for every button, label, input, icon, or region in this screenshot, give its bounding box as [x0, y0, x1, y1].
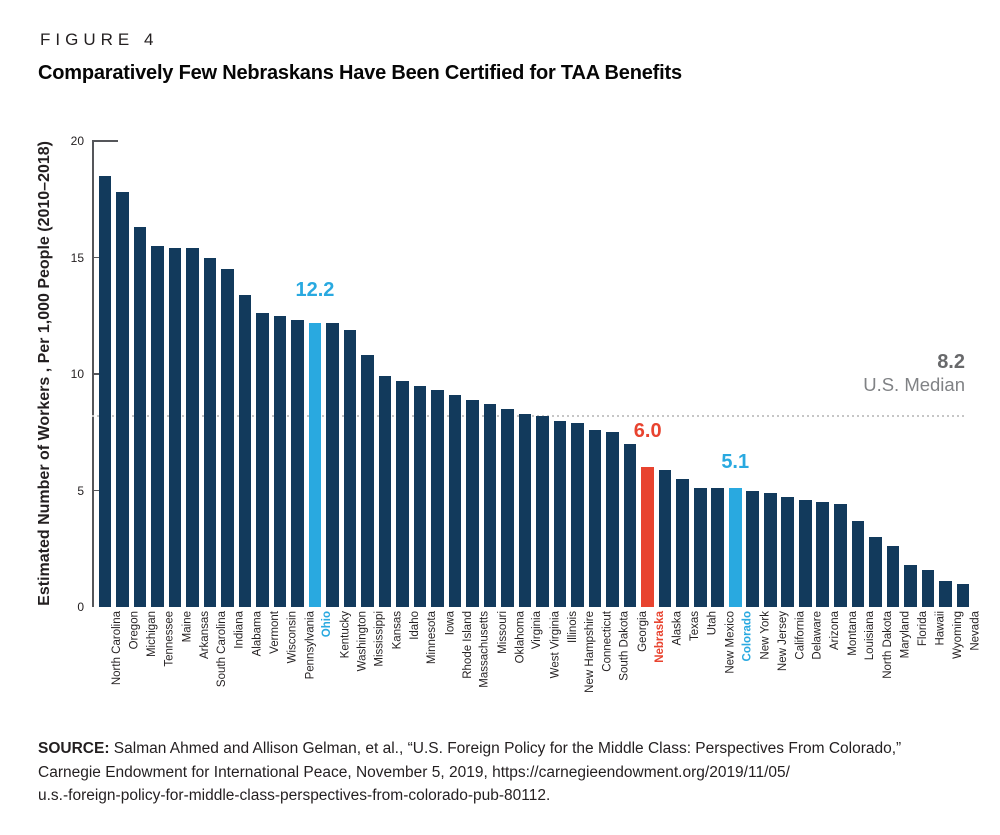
bar-chart: Estimated Number of Workers , Per 1,000 People (2010–2018) 8.2 U.S. Median 0 5 10 15 20 North Carolina Oregon Michigan Tennessee Maine Arkansas South Carolina Indiana Alabama Vermont Wisconsin Pennsylvania Ohio Kentucky Washington Mississippi Kansas Idaho Minnesota Iowa Rhode Island Massachusetts Missouri Oklahoma Virginia West Virginia Illinois New Hampshire Connecticut South Dakota Georgia Nebraska Alaska Texas Utah New Mexico Colorado New York New Jersey California Delaware Arizona Montana Louisiana North Dakota Maryland Florida Hawaii Wyoming Nevada 12.2 6.0 5.1: [36, 134, 982, 693]
bar-washington: [344, 330, 357, 607]
x-label-text: Arizona: [829, 611, 842, 650]
bar-ohio: [309, 323, 322, 607]
bar-texas: [676, 479, 689, 607]
x-label-text: Nevada: [969, 611, 982, 651]
x-label-text: North Carolina: [111, 611, 124, 686]
bar-illinois: [554, 421, 567, 607]
bar-idaho: [396, 381, 409, 607]
x-label-text: Missouri: [496, 611, 509, 654]
value-label-ohio: 12.2: [295, 278, 335, 301]
bar-wisconsin: [274, 316, 287, 607]
bar-oklahoma: [501, 409, 514, 607]
bar-alabama: [239, 295, 252, 607]
x-label-text: New Jersey: [776, 611, 789, 672]
y-tick-label-20: 20: [70, 134, 84, 148]
bar-kentucky: [326, 323, 339, 607]
bar-michigan: [134, 227, 147, 607]
bar-alaska: [659, 470, 672, 607]
bar-kansas: [379, 376, 392, 607]
x-label-text: North Dakota: [881, 611, 894, 679]
bar-north-dakota: [869, 537, 882, 607]
x-label-text: Alaska: [671, 611, 684, 646]
bar-indiana: [221, 269, 234, 607]
bar-arizona: [816, 502, 829, 607]
bar-new-hampshire: [571, 423, 584, 607]
bar-new-york: [746, 491, 759, 608]
x-label-text: Montana: [846, 611, 859, 656]
x-label-text: Wisconsin: [286, 611, 299, 664]
x-label-text: Connecticut: [601, 611, 614, 672]
source-label: SOURCE:: [38, 740, 110, 757]
x-label-text: Alabama: [251, 611, 264, 657]
y-tick-20: [92, 140, 118, 142]
x-label-text: Rhode Island: [461, 611, 474, 679]
y-tick-label-10: 10: [70, 367, 84, 381]
source-line-3: u.s.-foreign-policy-for-middle-class-perspectives-from-colorado-pub-80112.: [38, 787, 551, 804]
median-value: 8.2: [937, 351, 965, 373]
x-label-text: Virginia: [531, 611, 544, 650]
x-label-text: California: [794, 611, 807, 660]
x-label-text: Ohio: [321, 611, 334, 638]
bar-colorado: [729, 488, 742, 607]
bar-florida: [904, 565, 917, 607]
x-label-text: Iowa: [444, 611, 457, 636]
bar-nebraska: [641, 467, 654, 607]
x-label-text: Minnesota: [426, 611, 439, 665]
value-label-colorado: 5.1: [721, 451, 750, 474]
x-label-text: Illinois: [566, 611, 579, 643]
bar-virginia: [519, 414, 532, 607]
bar-louisiana: [852, 521, 865, 607]
x-label-text: New York: [759, 611, 772, 660]
bar-georgia: [624, 444, 637, 607]
x-label-text: Oklahoma: [514, 611, 527, 664]
x-label-text: Utah: [706, 611, 719, 636]
bar-delaware: [799, 500, 812, 607]
bar-connecticut: [589, 430, 602, 607]
bar-mississippi: [361, 355, 374, 607]
bar-pennsylvania: [291, 320, 304, 607]
x-label-text: Colorado: [741, 611, 754, 662]
bar-massachusetts: [466, 400, 479, 607]
bar-nevada: [957, 584, 970, 607]
x-label-text: Maryland: [899, 611, 912, 659]
median-annotation: [863, 351, 965, 396]
bar-maryland: [887, 546, 900, 607]
bar-tennessee: [151, 246, 164, 607]
x-label-text: Mississippi: [373, 611, 386, 667]
median-label: U.S. Median: [863, 374, 965, 395]
x-label-text: Delaware: [811, 611, 824, 660]
source-line-1: Salman Ahmed and Allison Gelman, et al., “U.S. Foreign Policy for the Middle Class: Perspectives From Colorado,”: [113, 740, 902, 757]
x-label-text: Idaho: [409, 611, 421, 640]
x-label-text: Kentucky: [338, 611, 351, 659]
bar-minnesota: [414, 386, 427, 607]
x-label-text: South Carolina: [216, 611, 229, 688]
x-label-text: Tennessee: [163, 611, 176, 667]
x-label-text: Hawaii: [934, 611, 947, 646]
x-label-text: Wyoming: [951, 611, 964, 659]
bar-iowa: [431, 390, 444, 607]
x-label-text: Washington: [356, 611, 369, 672]
x-label-text: New Hampshire: [584, 611, 597, 693]
bar-maine: [169, 248, 182, 607]
value-label-nebraska: 6.0: [633, 420, 662, 443]
x-label-text: Arkansas: [198, 611, 211, 659]
x-label-text: New Mexico: [724, 611, 737, 674]
source-line-2: Carnegie Endowment for International Peace, November 5, 2019, https://carnegieendowment.org/2019/11/05/: [38, 763, 790, 781]
bar-california: [781, 497, 794, 607]
x-label-text: Maine: [181, 611, 194, 643]
x-label-text: Texas: [689, 611, 702, 642]
bar-new-mexico: [711, 488, 724, 607]
bar-hawaii: [922, 570, 935, 607]
bar-new-jersey: [764, 493, 777, 607]
bar-utah: [694, 488, 707, 607]
x-label-text: Vermont: [268, 611, 281, 654]
x-label-text: Massachusetts: [479, 611, 492, 688]
bar-arkansas: [186, 248, 199, 607]
x-label-text: Georgia: [636, 611, 649, 652]
bar-montana: [834, 504, 847, 607]
source-note: [38, 737, 973, 808]
y-tick-label-0: 0: [77, 600, 84, 614]
y-tick-label-5: 5: [77, 483, 84, 498]
x-label-text: Michigan: [146, 611, 159, 658]
y-tick-label-15: 15: [70, 250, 84, 265]
bar-north-carolina: [99, 176, 112, 607]
x-label-text: Kansas: [391, 611, 404, 650]
x-label-text: Indiana: [233, 611, 246, 649]
x-label-text: Louisiana: [864, 611, 877, 661]
bar-oregon: [116, 192, 129, 607]
figure-label: FIGURE 4: [40, 30, 159, 49]
bar-vermont: [256, 313, 269, 607]
bar-south-dakota: [606, 432, 619, 607]
bar-missouri: [484, 404, 497, 607]
bar-west-virginia: [536, 416, 549, 607]
bar-south-carolina: [204, 258, 217, 608]
x-label-text: Nebraska: [654, 611, 667, 663]
x-label-text: Florida: [916, 611, 929, 647]
x-label-text: Pennsylvania: [303, 611, 316, 680]
x-label-text: Oregon: [128, 611, 141, 650]
x-label-text: West Virginia: [549, 611, 562, 679]
chart-title: Comparatively Few Nebraskans Have Been Certified for TAA Benefits: [38, 62, 682, 84]
x-label-text: South Dakota: [619, 611, 632, 681]
bar-wyoming: [939, 581, 952, 607]
bar-rhode-island: [449, 395, 462, 607]
